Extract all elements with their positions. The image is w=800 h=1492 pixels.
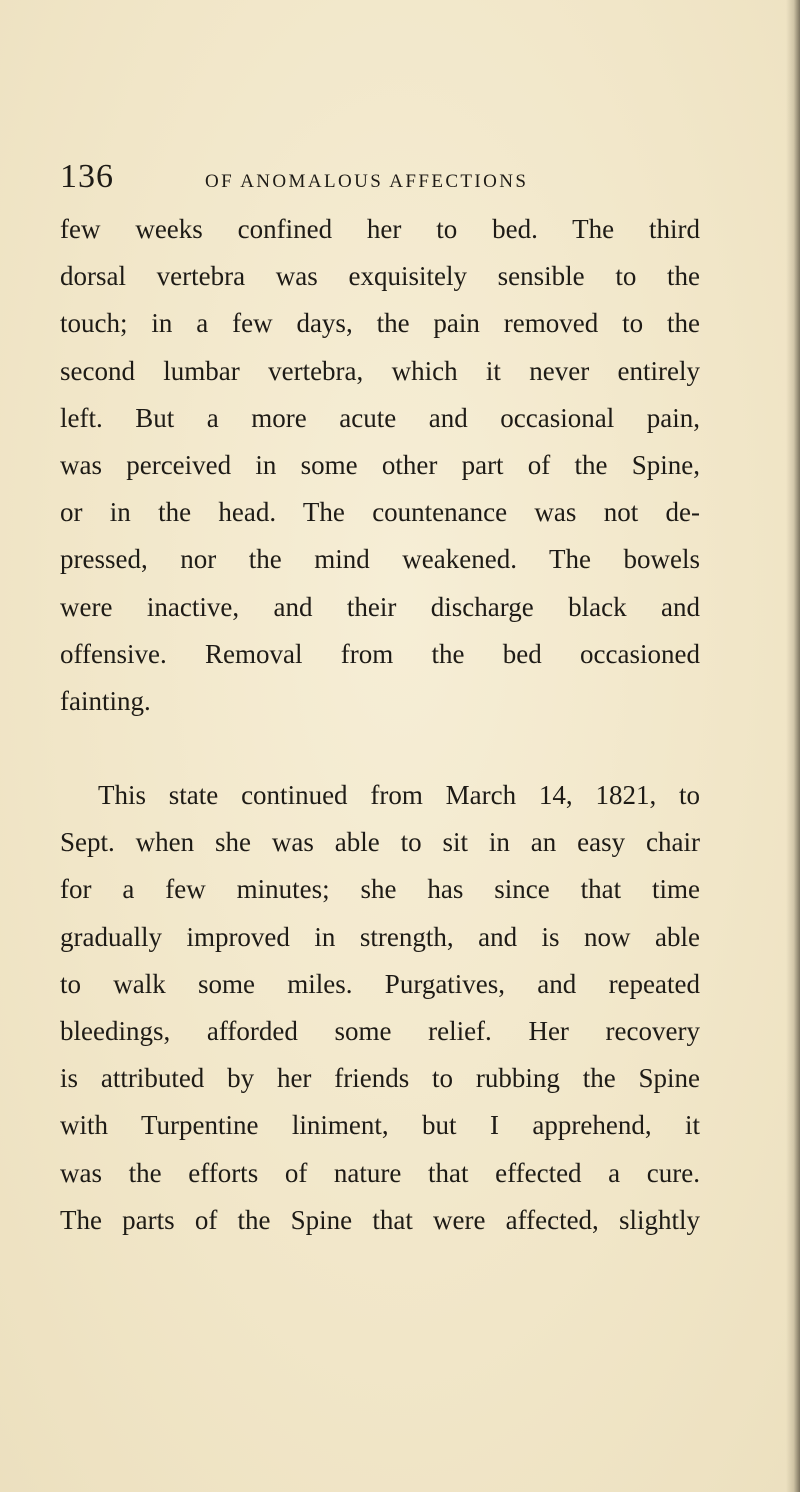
page-header [60, 158, 740, 208]
text-line: bleedings, afforded some relief. Her recovery [60, 1016, 700, 1046]
text-line: or in the head. The countenance was not de- [60, 497, 700, 528]
text-line: This state continued from March 14, 1821, to [98, 780, 700, 811]
body-text [60, 206, 700, 1244]
text-line: left. But a more acute and occasional pain, [60, 402, 700, 433]
text-line: were inactive, and their discharge black and [60, 591, 700, 622]
paragraph [60, 206, 700, 725]
text-line: was perceived in some other part of the Spine, [60, 449, 700, 480]
text-line: Sept. when she was able to sit in an easy chair [60, 827, 700, 858]
text-line: The parts of the Spine that were affected, slightly [60, 1204, 700, 1235]
text-line: touch; in a few days, the pain removed to the [60, 308, 700, 339]
text-line: second lumbar vertebra, which it never entirely [60, 355, 700, 386]
paragraph-spacer [60, 725, 700, 772]
text-line: offensive. Removal from the bed occasioned [60, 638, 700, 669]
text-line: to walk some miles. Purgatives, and repeated [60, 968, 700, 999]
text-line: was the efforts of nature that effected a cure. [60, 1157, 700, 1188]
paragraph [60, 772, 700, 1244]
text-line: with Turpentine liniment, but I apprehend, it [60, 1110, 700, 1141]
text-line: for a few minutes; she has since that time [60, 874, 700, 905]
text-line: is attributed by her friends to rubbing the Spine [60, 1063, 700, 1094]
text-line: few weeks confined her to bed. The third [60, 214, 700, 244]
running-head: OF ANOMALOUS AFFECTIONS [205, 171, 529, 192]
text-line: pressed, nor the mind weakened. The bowels [60, 544, 700, 575]
text-line: fainting. [60, 685, 151, 716]
page-edge-shadow [786, 0, 800, 1492]
text-line: gradually improved in strength, and is now able [60, 921, 700, 952]
page-number: 136 [60, 158, 114, 195]
text-line: dorsal vertebra was exquisitely sensible to the [60, 261, 700, 292]
